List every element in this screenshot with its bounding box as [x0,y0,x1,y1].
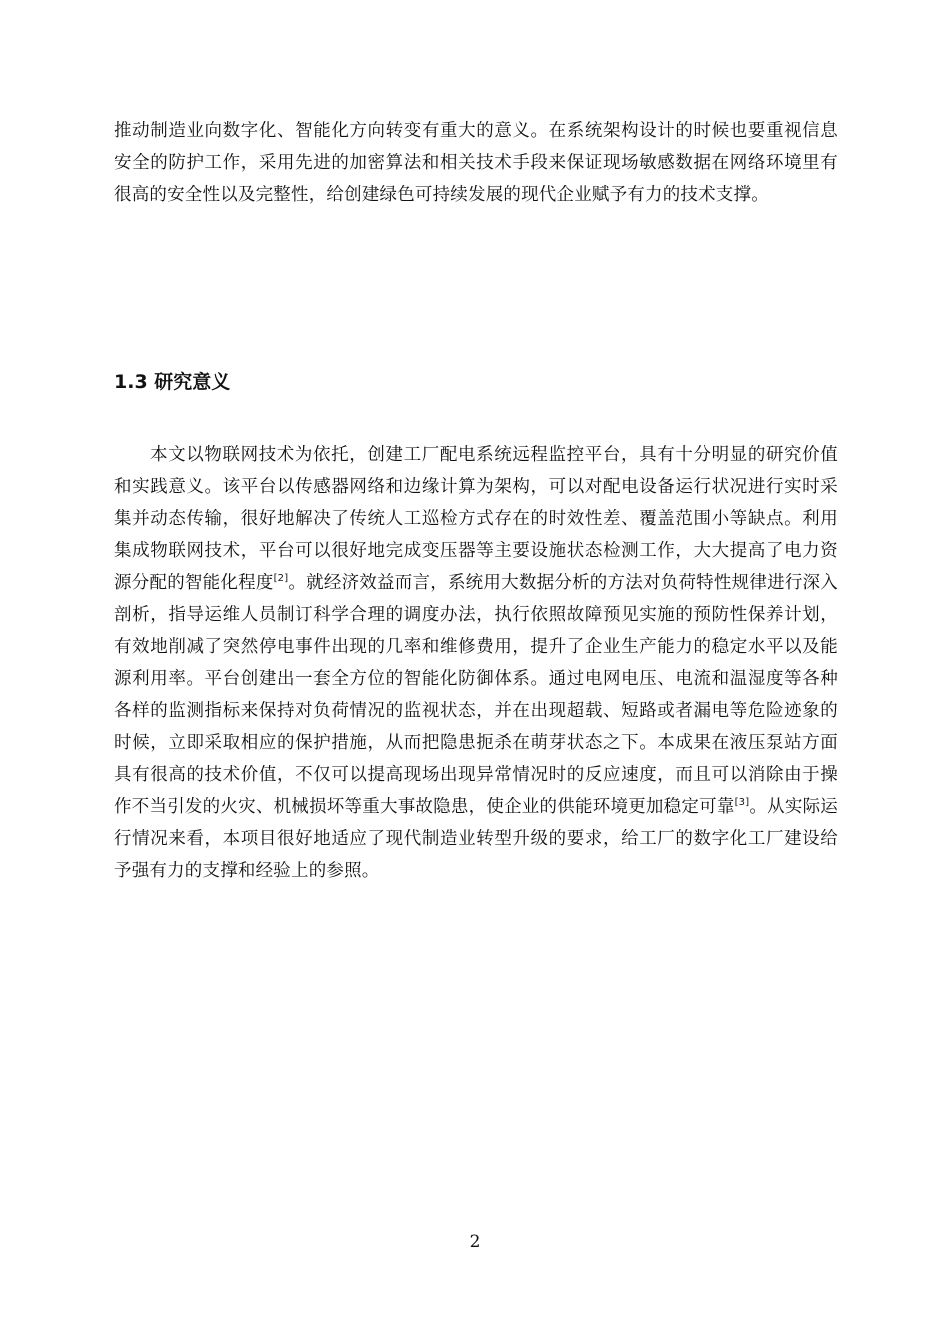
page-number: 2 [469,1232,481,1252]
citation-3: [3] [734,797,750,809]
carry-over-paragraph: 推动制造业向数字化、智能化方向转变有重大的意义。在系统架构设计的时候也要重视信息安全的防护工作，采用先进的加密算法和相关技术手段来保证现场敏感数据在网络环境里有很高的安全性以及完整性，给创建绿色可持续发展的现代企业赋予有力的技术支撑。 [114,121,838,205]
paragraph-text-part-1: 本文以物联网技术为依托，创建工厂配电系统远程监控平台，具有十分明显的研究价值和实践意义。该平台以传感器网络和边缘计算为架构，可以对配电设备运行状况进行实时采集并动态传输，很好地解决了传统人工巡检方式存在的时效性差、覆盖范围小等缺点。利用集成物联网技术，平台可以很好地完成变压器等主要设施状态检测工作，大大提高了电力资源分配的智能化程度 [114,445,838,593]
paragraph-text-part-3: 。从实际运行情况来看，本项目很好地适应了现代制造业转型升级的要求，给工厂的数字化工厂建设给予强有力的支撑和经验上的参照。 [114,797,838,881]
paragraph-text-part-2: 。就经济效益而言，系统用大数据分析的方法对负荷特性规律进行深入剖析，指导运维人员制订科学合理的调度办法，执行依照故障预见实施的预防性保养计划，有效地削减了突然停电事件出现的几率和维修费用，提升了企业生产能力的稳定水平以及能源利用率。平台创建出一套全方位的智能化防御体系。通过电网电压、电流和温湿度等各种各样的监测指标来保持对负荷情况的监视状态，并在出现超载、短路或者漏电等危险迹象的时候，立即采取相应的保护措施，从而把隐患扼杀在萌芽状态之下。本成果在液压泵站方面具有很高的技术价值，不仅可以提高现场出现异常情况时的反应速度，而且可以消除由于操作不当引发的火灾、机械损坏等重大事故隐患，使企业的供能环境更加稳定可靠 [114,573,838,817]
section-paragraph [114,439,838,887]
section-heading: 1.3 研究意义 [114,371,231,393]
citation-2: [2] [273,573,289,585]
